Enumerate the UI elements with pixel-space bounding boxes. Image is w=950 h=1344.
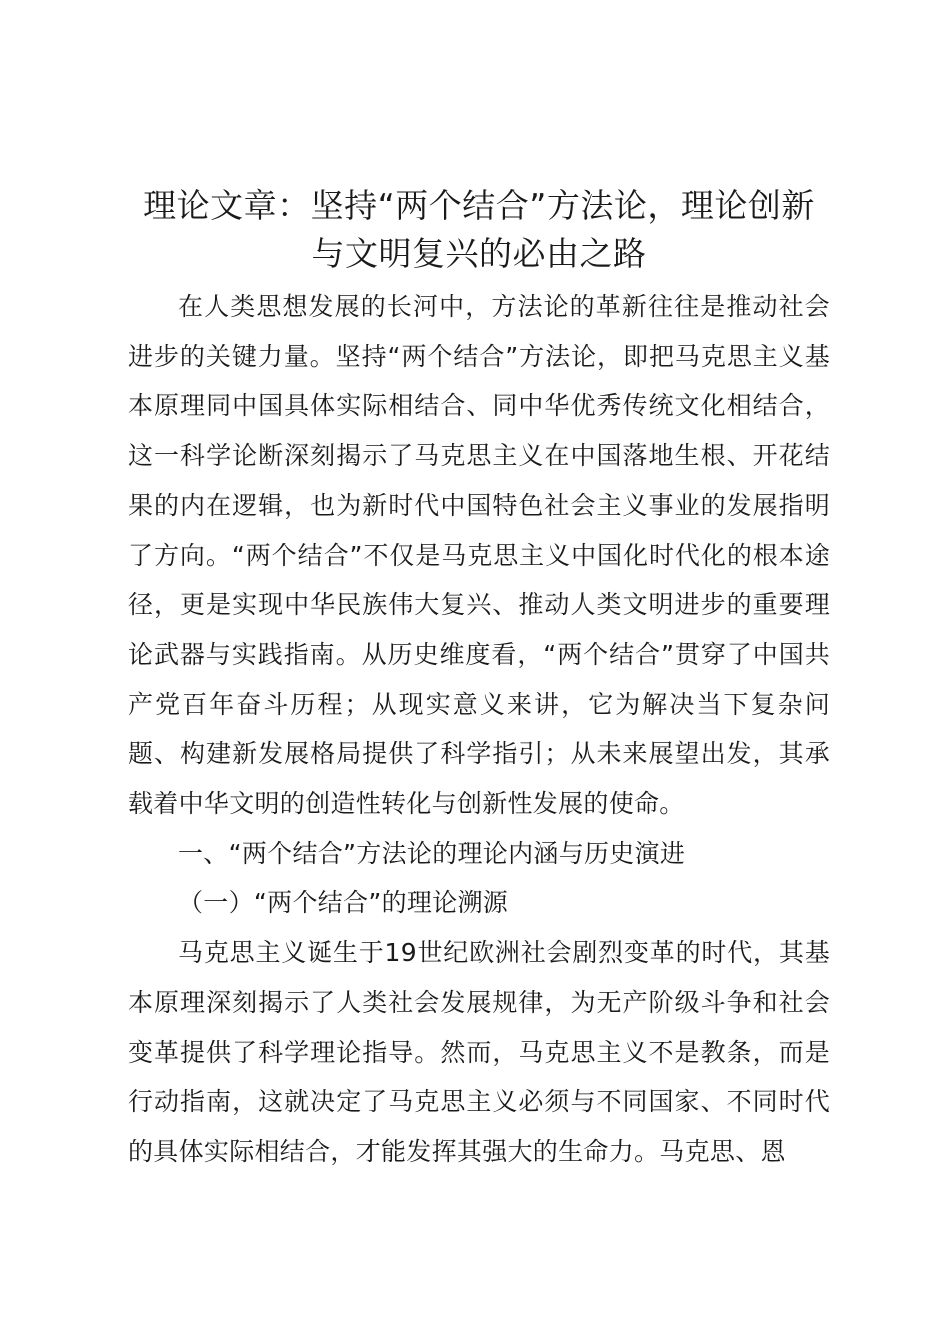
section-heading: 一、“两个结合”方法论的理论内涵与历史演进: [178, 838, 686, 868]
subsection-heading: （一）“两个结合”的理论溯源: [178, 888, 509, 918]
intro-paragraph: 在人类思想发展的长河中，方法论的革新往往是推动社会进步的关键力量。坚持“两个结合”方法论，即把马克思主义基本原理同中国具体实际相结合、同中华优秀传统文化相结合，这一科学论断深刻揭示了马克思主义在中国落地生根、开花结果的内在逻辑，也为新时代中国特色社会主义事业的发展指明了方向。“两个结合”不仅是马克思主义中国化时代化的根本途径，更是实现中华民族伟大复兴、推动人类文明进步的重要理论武器与实践指南。从历史维度看，“两个结合”贯穿了中国共产党百年奋斗历程；从现实意义来讲，它为解决当下复杂问题、构建新发展格局提供了科学指引；从未来展望出发，其承载着中华文明的创造性转化与创新性发展的使命。: [128, 292, 830, 819]
document-title: 理论文章：坚持“两个结合”方法论，理论创新与文明复兴的必由之路: [143, 186, 815, 273]
body-paragraph: 马克思主义诞生于19世纪欧洲社会剧烈变革的时代，其基本原理深刻揭示了人类社会发展规律，为无产阶级斗争和社会变革提供了科学理论指导。然而，马克思主义不是教条，而是行动指南，这就决定了马克思主义必须与不同国家、不同时代的具体实际相结合，才能发挥其强大的生命力。马克思、恩: [128, 938, 830, 1166]
document-page: [128, 182, 830, 1177]
